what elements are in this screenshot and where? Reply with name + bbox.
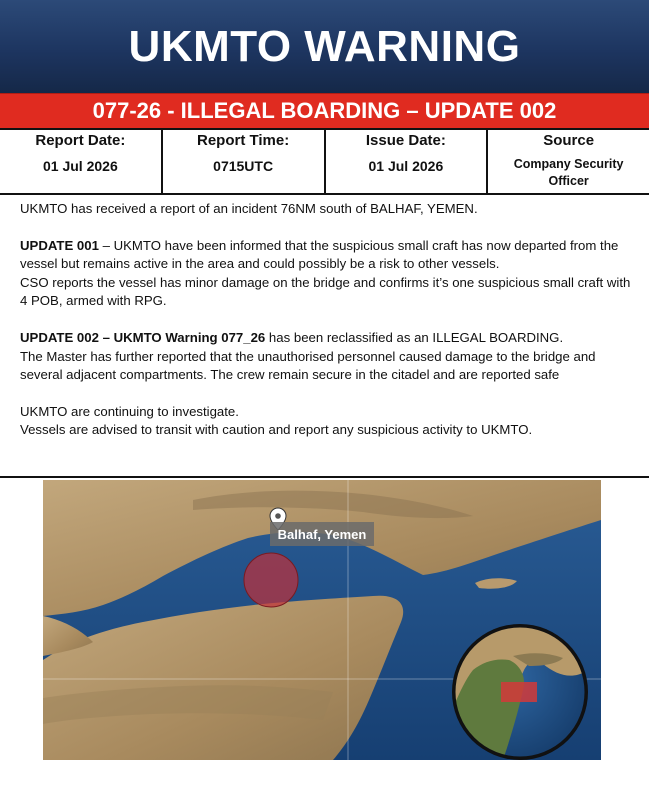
issue-date-value: 01 Jul 2026 [368, 158, 444, 174]
investigating-line: UKMTO are continuing to investigate. [20, 403, 239, 419]
report-time-label: Report Time: [197, 132, 290, 149]
report-body [20, 200, 632, 440]
issue-date-label: Issue Date: [365, 132, 446, 149]
update-001-text: – UKMTO have been informed that the suspicious small craft has now departed from the vessel but remains active in the area and could possibly be a risk to other vessels. [20, 237, 619, 272]
warning-header [0, 0, 649, 93]
report-time-cell [163, 128, 326, 193]
master-report-paragraph: The Master has further reported that the unauthorised personnel caused damage to the bridge and several adjacent compartments. The crew remain secure in the citadel and are reported safe [20, 348, 596, 383]
map-divider [0, 476, 649, 478]
location-label: Balhaf, Yemen [277, 527, 367, 542]
intro-paragraph: UKMTO has received a report of an incident 76NM south of BALHAF, YEMEN. [20, 201, 478, 216]
incident-banner [0, 93, 649, 130]
source-cell [488, 128, 649, 193]
report-date-value: 01 Jul 2026 [43, 158, 118, 174]
cso-paragraph: CSO reports the vessel has minor damage on the bridge and confirms it’s one suspicious small craft with 4 POB, armed with RPG. [20, 274, 631, 309]
inset-globe [452, 624, 588, 760]
inset-incident-box [501, 682, 537, 702]
update-002-label: UPDATE 002 – UKMTO Warning 077_26 [20, 329, 266, 345]
source-value-line1: Company Security [513, 157, 624, 171]
source-label: Source [543, 132, 595, 149]
incident-area-marker [244, 553, 298, 607]
incident-map-graphic [43, 480, 601, 760]
incident-map [43, 480, 601, 760]
warning-title: UKMTO WARNING [128, 21, 521, 71]
incident-title: 077-26 - ILLEGAL BOARDING – UPDATE 002 [92, 98, 557, 123]
report-date-cell [0, 128, 163, 193]
issue-date-cell [326, 128, 489, 193]
update-001-label: UPDATE 001 [20, 237, 99, 253]
report-date-label: Report Date: [35, 132, 126, 149]
advisory-line: Vessels are advised to transit with caution and report any suspicious activity to UKMTO. [20, 422, 533, 438]
update-002-paragraph [20, 329, 632, 348]
report-time-value: 0715UTC [213, 158, 274, 174]
update-001-paragraph [20, 237, 632, 274]
source-value-line2: Officer [548, 174, 589, 188]
report-info-table [0, 128, 649, 195]
update-002-text: has been reclassified as an ILLEGAL BOARDING. [265, 329, 564, 345]
source-value [514, 156, 624, 190]
